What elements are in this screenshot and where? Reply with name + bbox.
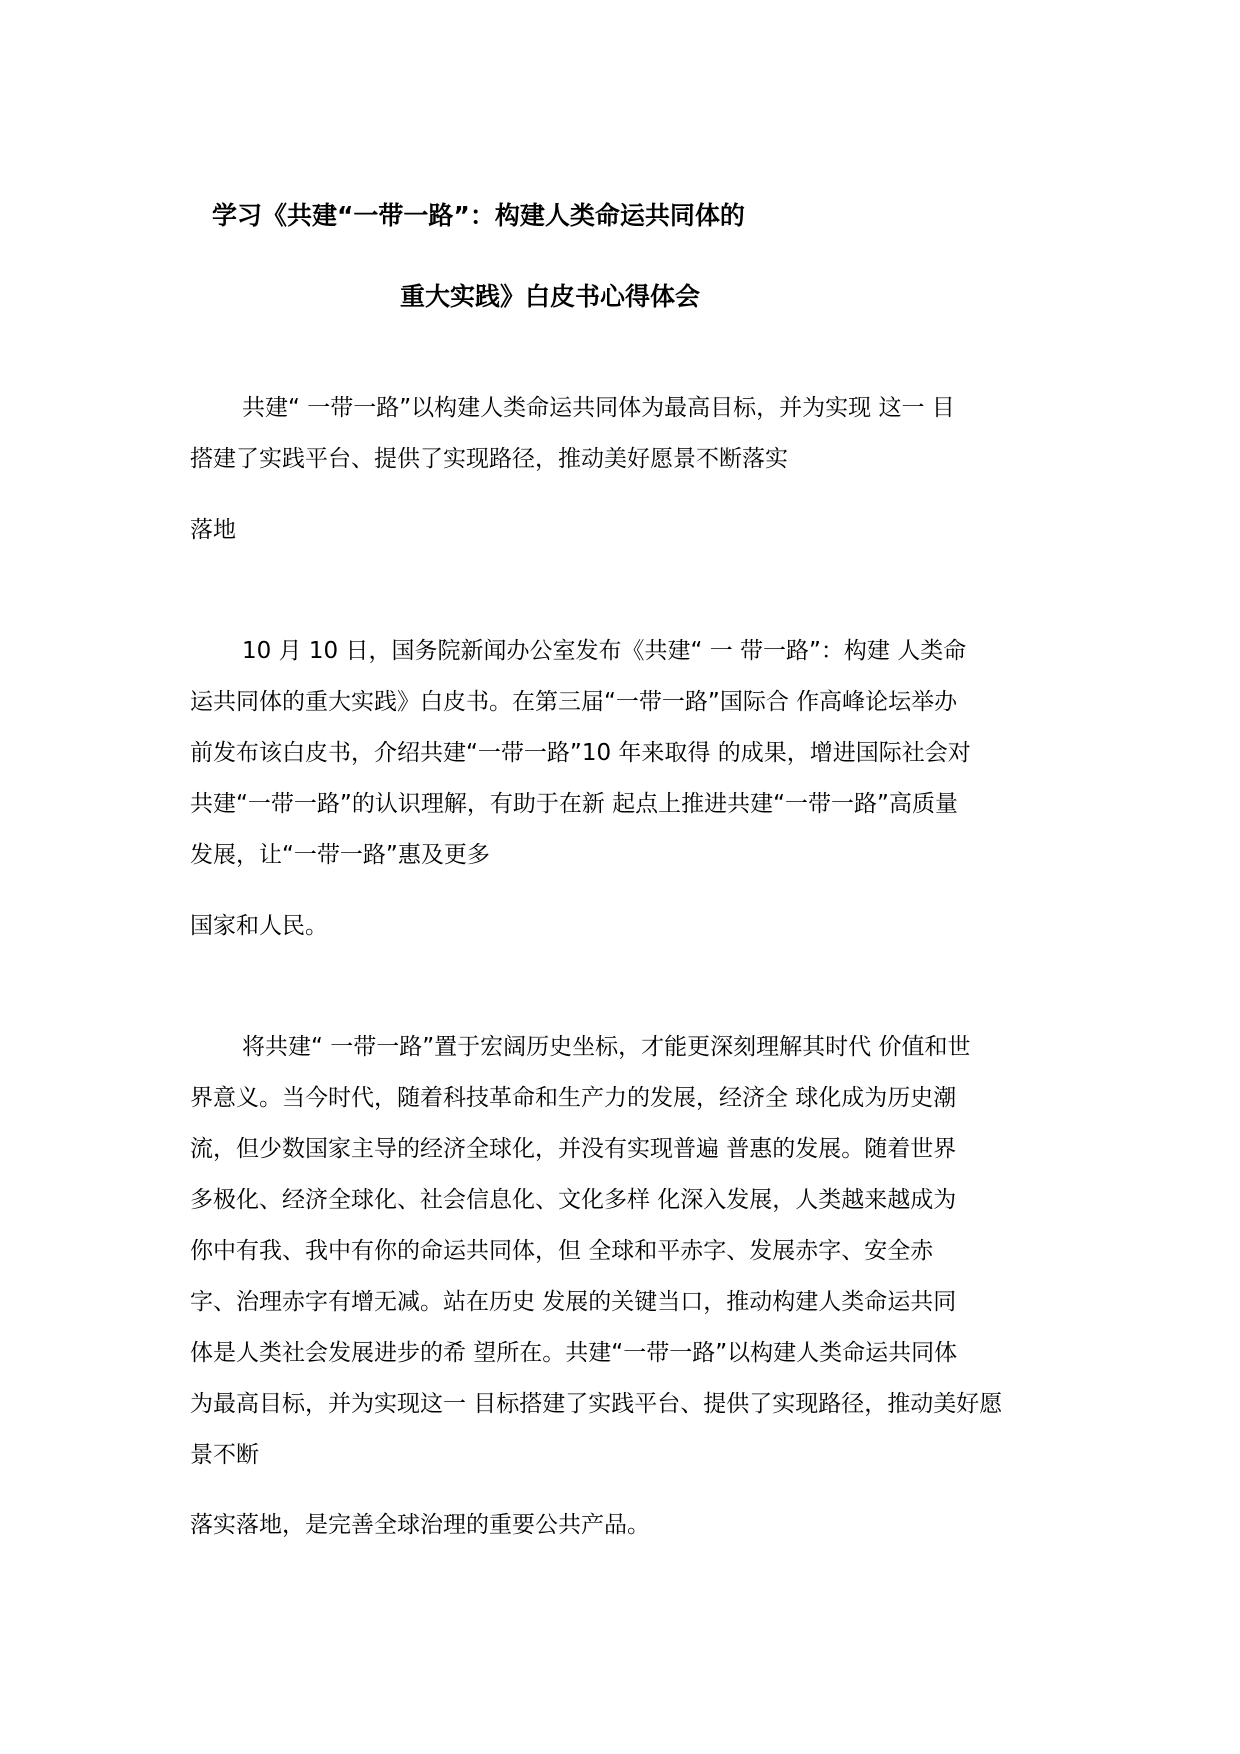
paragraph-line: 你中有我、我中有你的命运共同体，但 全球和平赤字、发展赤字、安全赤 <box>190 1238 934 1264</box>
paragraph-line: 发展，让“一带一路”惠及更多 <box>190 842 490 868</box>
paragraph-line: 搭建了实践平台、提供了实现路径，推动美好愿景不断落实 <box>190 446 788 472</box>
paragraph-line: 将共建“ 一带一路”置于宏阔历史坐标，才能更深刻理解其时代 价值和世 <box>242 1034 971 1060</box>
paragraph-line: 景不断 <box>190 1442 259 1468</box>
paragraph-2-tail: 国家和人民。 <box>190 913 328 939</box>
paragraph-1 <box>190 383 1070 485</box>
document-title-line-1: 学习《共建“一带一路”：构建人类命运共同体的 <box>212 201 745 230</box>
paragraph-line: 共建“一带一路”的认识理解，有助于在新 起点上推进共建“一带一路”高质量 <box>190 791 958 817</box>
paragraph-line: 体是人类社会发展进步的希 望所在。共建“一带一路”以构建人类命运共同体 <box>190 1340 958 1366</box>
paragraph-line: 多极化、经济全球化、社会信息化、文化多样 化深入发展，人类越来越成为 <box>190 1187 957 1213</box>
paragraph-line: 流，但少数国家主导的经济全球化，并没有实现普遍 普惠的发展。随着世界 <box>190 1136 957 1162</box>
paragraph-line: 前发布该白皮书，介绍共建“一带一路”10 年来取得 的成果，增进国际社会对 <box>190 740 971 766</box>
paragraph-line: 字、治理赤字有增无减。站在历史 发展的关键当口，推动构建人类命运共同 <box>190 1289 957 1315</box>
paragraph-3-tail: 落实落地，是完善全球治理的重要公共产品。 <box>190 1512 650 1538</box>
document-title-line-2: 重大实践》白皮书心得体会 <box>400 282 701 311</box>
paragraph-line: 10 月 10 日，国务院新闻办公室发布《共建“ 一 带一路”：构建 人类命 <box>242 638 967 664</box>
paragraph-1-tail: 落地 <box>190 517 236 543</box>
paragraph-2 <box>190 626 1070 881</box>
paragraph-line: 为最高目标，并为实现这一 目标搭建了实践平台、提供了实现路径，推动美好愿 <box>190 1391 1003 1417</box>
paragraph-line: 共建“ 一带一路”以构建人类命运共同体为最高目标，并为实现 这一 目 <box>242 395 955 421</box>
paragraph-3 <box>190 1022 1070 1481</box>
paragraph-line: 界意义。当今时代，随着科技革命和生产力的发展，经济全 球化成为历史潮 <box>190 1085 957 1111</box>
paragraph-line: 运共同体的重大实践》白皮书。在第三届“一带一路”国际合 作高峰论坛举办 <box>190 689 958 715</box>
